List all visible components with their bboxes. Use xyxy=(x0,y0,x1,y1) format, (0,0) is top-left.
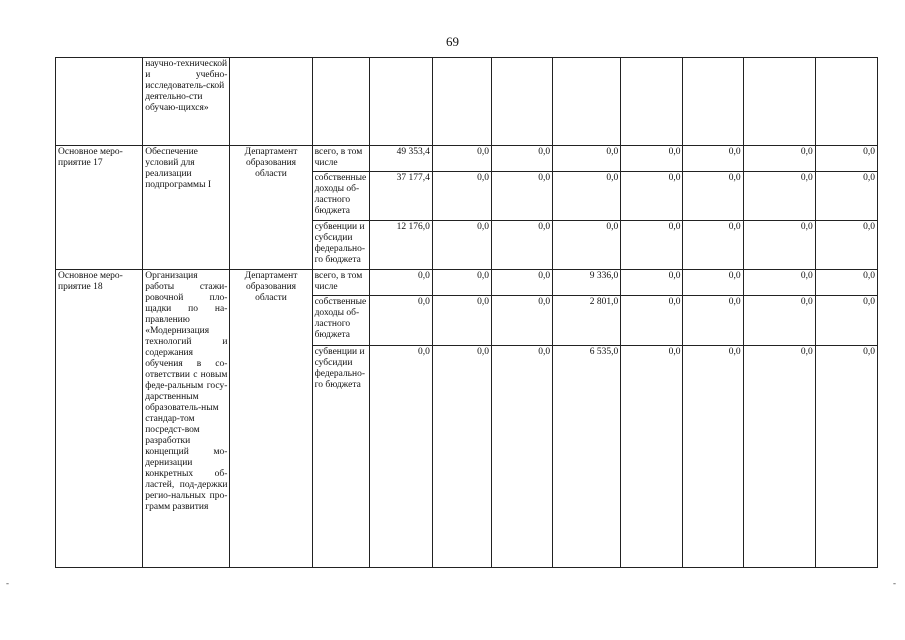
value-cell: 0,0 xyxy=(492,221,553,270)
table-row xyxy=(56,58,878,146)
value-cell: 0,0 xyxy=(553,172,621,221)
value-cell: 37 177,4 xyxy=(369,172,432,221)
value-cell: 0,0 xyxy=(743,172,815,221)
value-cell: 0,0 xyxy=(492,346,553,568)
value-cell: 0,0 xyxy=(492,296,553,346)
value-cell: 0,0 xyxy=(621,172,683,221)
value-cell xyxy=(743,58,815,146)
value-cell: 0,0 xyxy=(621,221,683,270)
value-cell: 0,0 xyxy=(621,270,683,296)
value-cell: 0,0 xyxy=(432,221,491,270)
value-cell: 0,0 xyxy=(815,270,877,296)
source-cell xyxy=(312,58,369,146)
executor-cell: Департамент образования области xyxy=(230,146,312,270)
value-cell xyxy=(432,58,491,146)
executor-cell xyxy=(230,58,312,146)
table-row xyxy=(56,270,878,296)
value-cell: 12 176,0 xyxy=(369,221,432,270)
source-cell: собственные доходы об-ластного бюджета xyxy=(312,296,369,346)
value-cell: 0,0 xyxy=(683,172,743,221)
value-cell: 0,0 xyxy=(492,146,553,172)
value-cell: 0,0 xyxy=(621,296,683,346)
source-cell: всего, в том числе xyxy=(312,270,369,296)
source-cell: собственные доходы об-ластного бюджета xyxy=(312,172,369,221)
value-cell: 49 353,4 xyxy=(369,146,432,172)
value-cell xyxy=(553,58,621,146)
value-cell: 0,0 xyxy=(621,146,683,172)
budget-table xyxy=(55,57,878,568)
description-cell: Обеспечение условий для реализации подпрограммы I xyxy=(143,146,230,270)
value-cell xyxy=(815,58,877,146)
value-cell: 0,0 xyxy=(553,221,621,270)
source-cell: всего, в том числе xyxy=(312,146,369,172)
value-cell: 0,0 xyxy=(492,270,553,296)
right-margin-mark: - xyxy=(893,578,896,588)
value-cell: 0,0 xyxy=(553,146,621,172)
value-cell: 6 535,0 xyxy=(553,346,621,568)
value-cell: 0,0 xyxy=(743,270,815,296)
activity-cell: Основное меро-приятие 17 xyxy=(56,146,143,270)
activity-cell: Основное меро-приятие 18 xyxy=(56,270,143,568)
value-cell: 0,0 xyxy=(815,296,877,346)
value-cell: 9 336,0 xyxy=(553,270,621,296)
value-cell: 0,0 xyxy=(432,346,491,568)
value-cell: 0,0 xyxy=(369,346,432,568)
activity-cell xyxy=(56,58,143,146)
description-cell: Организация работы стажи-ровочной пло-щадки по на-правлению «Модернизация технологий и содержания обучения в со-ответствии с новым феде-ральным госу-дарственным образователь-ным стандар-том посредст-вом разработки концепций мо-дернизации конкретных об-ластей, под-держки регио-нальных про-грамм развития xyxy=(143,270,230,568)
value-cell: 2 801,0 xyxy=(553,296,621,346)
value-cell xyxy=(492,58,553,146)
source-cell: субвенции и субсидии федерально-го бюджета xyxy=(312,346,369,568)
value-cell: 0,0 xyxy=(369,296,432,346)
value-cell: 0,0 xyxy=(815,346,877,568)
value-cell: 0,0 xyxy=(621,346,683,568)
value-cell: 0,0 xyxy=(683,270,743,296)
left-margin-mark: - xyxy=(6,578,9,588)
value-cell: 0,0 xyxy=(683,146,743,172)
value-cell: 0,0 xyxy=(815,146,877,172)
value-cell: 0,0 xyxy=(743,296,815,346)
value-cell: 0,0 xyxy=(432,146,491,172)
value-cell: 0,0 xyxy=(683,346,743,568)
value-cell: 0,0 xyxy=(743,221,815,270)
value-cell: 0,0 xyxy=(683,221,743,270)
value-cell: 0,0 xyxy=(743,146,815,172)
value-cell: 0,0 xyxy=(432,172,491,221)
table-row xyxy=(56,146,878,172)
value-cell: 0,0 xyxy=(815,172,877,221)
value-cell: 0,0 xyxy=(815,221,877,270)
value-cell: 0,0 xyxy=(432,296,491,346)
value-cell xyxy=(621,58,683,146)
value-cell: 0,0 xyxy=(369,270,432,296)
value-cell: 0,0 xyxy=(492,172,553,221)
value-cell xyxy=(683,58,743,146)
value-cell xyxy=(369,58,432,146)
value-cell: 0,0 xyxy=(432,270,491,296)
value-cell: 0,0 xyxy=(683,296,743,346)
source-cell: субвенции и субсидии федерально-го бюджета xyxy=(312,221,369,270)
value-cell: 0,0 xyxy=(743,346,815,568)
description-cell: научно-технической и учебно-исследователь-ской деятельно-сти обучаю-щихся» xyxy=(143,58,230,146)
executor-cell: Департамент образования области xyxy=(230,270,312,568)
page-number: 69 xyxy=(446,34,459,49)
